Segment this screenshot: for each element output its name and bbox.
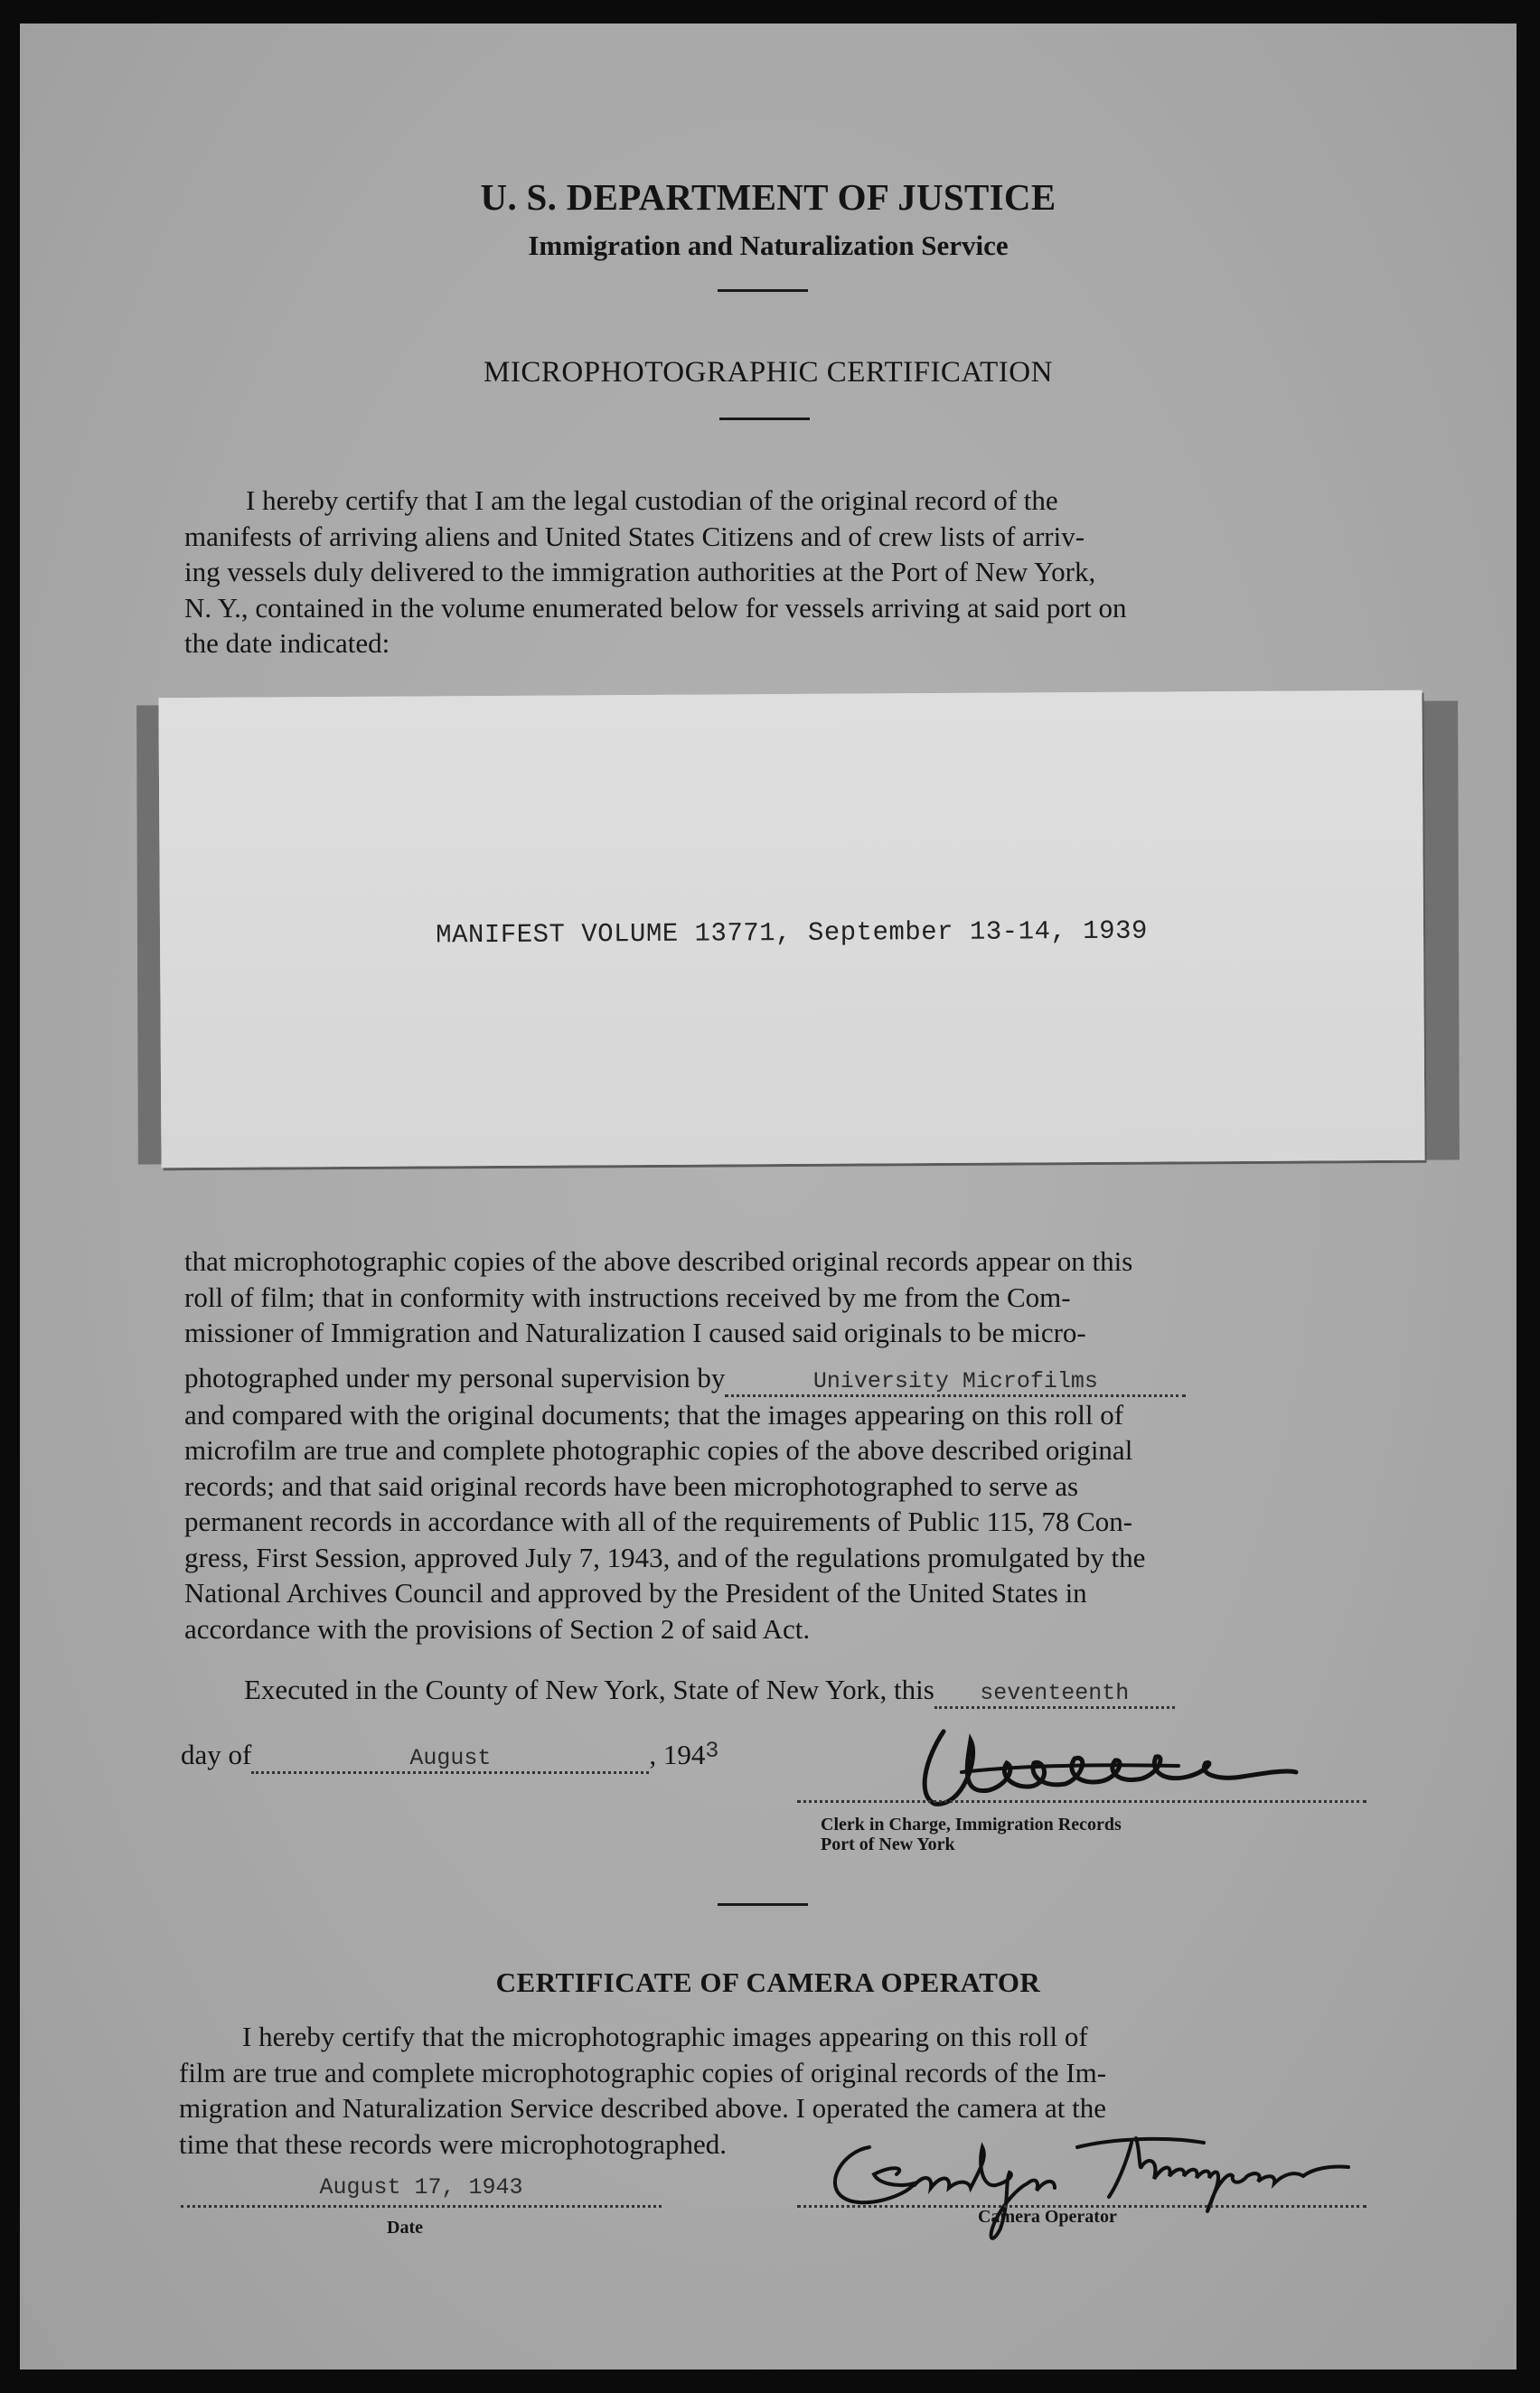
clerk-title-line2: Port of New York	[821, 1835, 955, 1854]
executed-line	[244, 1674, 1175, 1709]
supervision-prefix: photographed under my personal supervision by	[184, 1361, 726, 1394]
body-paragraph	[184, 1243, 1368, 1647]
supervision-field	[725, 1365, 1186, 1397]
service-subtitle: Immigration and Naturalization Service	[528, 230, 1009, 261]
intro-line: ing vessels duly delivered to the immigration authorities at the Port of New York,	[184, 556, 1096, 587]
supervision-value: University Microfilms	[812, 1367, 1098, 1394]
divider-rule	[718, 289, 808, 292]
camera-line: migration and Naturalization Service described above. I operated the camera at the	[179, 2092, 1106, 2124]
day-of-label: day of	[181, 1739, 252, 1770]
body-line: that microphotographic copies of the above described original records appear on this	[184, 1245, 1133, 1277]
certification-heading: MICROPHOTOGRAPHIC CERTIFICATION	[484, 356, 1053, 389]
camera-date-label: Date	[387, 2218, 423, 2238]
divider-rule	[719, 418, 810, 420]
executed-day-value: seventeenth	[980, 1680, 1130, 1706]
supervision-line	[184, 1360, 1368, 1397]
month-field	[251, 1742, 649, 1774]
operator-label: Camera Operator	[978, 2207, 1117, 2227]
year-prefix: , 194	[649, 1739, 706, 1770]
clerk-signature-line	[797, 1800, 1366, 1803]
volume-card-text: MANIFEST VOLUME 13771, September 13-14, 1939	[436, 915, 1148, 951]
intro-line: the date indicated:	[184, 627, 390, 659]
day-of-line	[181, 1739, 718, 1774]
clerk-signature-icon	[907, 1722, 1305, 1822]
volume-card	[158, 690, 1424, 1168]
camera-heading: CERTIFICATE OF CAMERA OPERATOR	[495, 1966, 1041, 1998]
body-line: records; and that said original records have been microphotographed to serve as	[184, 1469, 1079, 1502]
intro-line: N. Y., contained in the volume enumerated below for vessels arriving at said port on	[184, 591, 1127, 624]
executed-prefix: Executed in the County of New York, State of New York, this	[244, 1674, 934, 1705]
camera-line: time that these records were microphotographed.	[179, 2127, 727, 2160]
intro-paragraph	[184, 483, 1368, 662]
body-line: microfilm are true and complete photographic copies of the above described original	[184, 1434, 1133, 1466]
intro-line: I hereby certify that I am the legal custodian of the original record of the	[246, 484, 1058, 516]
month-value: August	[409, 1745, 492, 1771]
body-line: and compared with the original documents; that the images appearing on this roll of	[184, 1398, 1124, 1431]
camera-line: film are true and complete microphotographic copies of original records of the Im-	[179, 2056, 1107, 2088]
certificate-sheet	[20, 23, 1517, 2370]
camera-date-line	[181, 2205, 662, 2208]
body-line: missioner of Immigration and Naturalization I caused said originals to be micro-	[184, 1317, 1086, 1348]
intro-line: manifests of arriving aliens and United States Citizens and of crew lists of arriv-	[184, 520, 1085, 552]
camera-line: I hereby certify that the microphotographic images appearing on this roll of	[242, 2021, 1088, 2052]
divider-rule	[718, 1903, 808, 1906]
agency-title: U. S. DEPARTMENT OF JUSTICE	[480, 176, 1056, 218]
operator-signature-icon	[806, 2111, 1366, 2256]
body-line: National Archives Council and approved by the President of the United States in	[184, 1577, 1087, 1609]
body-line: roll of film; that in conformity with instructions received by me from the Com-	[184, 1281, 1071, 1313]
clerk-title-line1: Clerk in Charge, Immigration Records	[821, 1815, 1122, 1835]
camera-date-value: August 17, 1943	[319, 2174, 523, 2201]
body-line: permanent records in accordance with all of the requirements of Public 115, 78 Con-	[184, 1506, 1133, 1537]
body-line: accordance with the provisions of Section 2 of said Act.	[184, 1612, 811, 1645]
body-line: gress, First Session, approved July 7, 1943, and of the regulations promulgated by the	[184, 1541, 1146, 1573]
year-digit: 3	[705, 1738, 719, 1764]
executed-day-field	[934, 1677, 1175, 1709]
